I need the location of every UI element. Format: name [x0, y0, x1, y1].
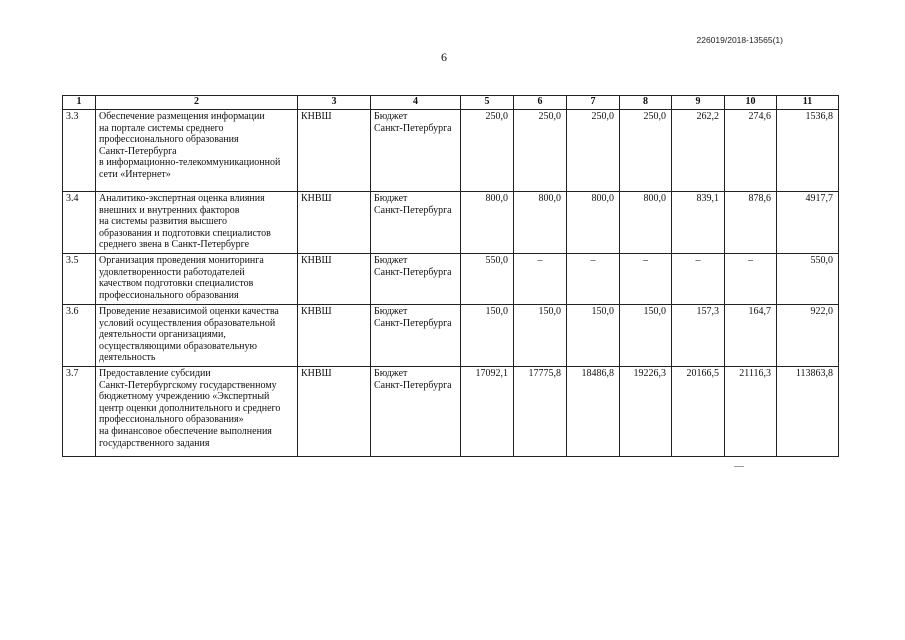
value-cell-col-7: 800,0 — [567, 192, 620, 254]
value-cell-col-5: 150,0 — [461, 305, 514, 367]
executor-cell: КНВШ — [298, 192, 371, 254]
funding-source-cell — [371, 305, 461, 367]
value-cell-col-6: 250,0 — [514, 110, 567, 192]
column-header-3: 3 — [298, 96, 371, 110]
value-cell-col-10: 878,6 — [725, 192, 777, 254]
value-cell-col-9: 157,3 — [672, 305, 725, 367]
funding-source-line: Бюджет — [374, 306, 408, 317]
column-header-7: 7 — [567, 96, 620, 110]
activity-line: образования и подготовки специалистов — [99, 227, 271, 239]
value-cell-col-11: 113863,8 — [777, 367, 839, 457]
activity-line: внешних и внутренних факторов — [99, 204, 240, 216]
column-header-2: 2 — [96, 96, 298, 110]
executor-cell: КНВШ — [298, 110, 371, 192]
activity-cell — [96, 254, 298, 305]
empty-value-dash: – — [590, 255, 596, 266]
column-header-9: 9 — [672, 96, 725, 110]
activity-line: профессионального образования — [99, 289, 239, 301]
column-header-4: 4 — [371, 96, 461, 110]
activity-line: бюджетному учреждению «Экспертный — [99, 391, 270, 403]
value-cell-col-6: 17775,8 — [514, 367, 567, 457]
activity-line: на системы развития высшего — [99, 216, 228, 228]
funding-source-cell — [371, 254, 461, 305]
empty-value-dash: – — [748, 255, 753, 266]
funding-source-line: Бюджет — [374, 193, 408, 204]
empty-value-dash: – — [643, 255, 648, 266]
value-cell-col-8 — [620, 254, 672, 305]
executor-cell: КНВШ — [298, 367, 371, 457]
activity-line: условий осуществления образовательной — [99, 317, 276, 329]
value-cell-col-11: 1536,8 — [777, 110, 839, 192]
column-header-1: 1 — [63, 96, 96, 110]
value-cell-col-8: 150,0 — [620, 305, 672, 367]
table-row — [63, 110, 839, 192]
budget-table — [62, 95, 839, 457]
activity-line: удовлетворенности работодателей — [99, 266, 245, 278]
table-row — [63, 367, 839, 457]
funding-source-line: Бюджет — [374, 255, 408, 266]
header-row — [63, 96, 839, 110]
row-number: 3.3 — [63, 110, 96, 192]
value-cell-col-9: 262,2 — [672, 110, 725, 192]
value-cell-col-7: 18486,8 — [567, 367, 620, 457]
value-cell-col-8: 800,0 — [620, 192, 672, 254]
value-cell-col-5: 250,0 — [461, 110, 514, 192]
value-cell-col-8: 250,0 — [620, 110, 672, 192]
value-cell-col-10: 164,7 — [725, 305, 777, 367]
value-cell-col-10 — [725, 254, 777, 305]
activity-cell — [96, 367, 298, 457]
row-number: 3.7 — [63, 367, 96, 457]
activity-line: деятельность — [99, 352, 156, 364]
column-header-5: 5 — [461, 96, 514, 110]
activity-line: государственного задания — [99, 437, 210, 449]
value-cell-col-6: 150,0 — [514, 305, 567, 367]
value-cell-col-6: 800,0 — [514, 192, 567, 254]
value-cell-col-7 — [567, 254, 620, 305]
table-row — [63, 192, 839, 254]
empty-value-dash: – — [695, 255, 701, 266]
row-number: 3.6 — [63, 305, 96, 367]
activity-line: профессионального образования — [99, 134, 239, 146]
value-cell-col-9: 839,1 — [672, 192, 725, 254]
funding-source-cell — [371, 192, 461, 254]
document-id: 226019/2018-13565(1) — [696, 35, 783, 45]
activity-cell — [96, 305, 298, 367]
value-cell-col-10: 274,6 — [725, 110, 777, 192]
funding-source-line: Бюджет — [374, 111, 408, 122]
activity-line: центр оценки дополнительного и среднего — [99, 402, 281, 414]
column-header-8: 8 — [620, 96, 672, 110]
activity-line: на финансовое обеспечение выполнения — [99, 425, 272, 437]
activity-line: Проведение независимой оценки качества — [99, 306, 279, 317]
activity-line: деятельности организациями, — [99, 329, 226, 341]
executor-cell: КНВШ — [298, 254, 371, 305]
activity-line: качеством подготовки специалистов — [99, 278, 254, 290]
page-number: 6 — [441, 50, 447, 64]
activity-line: Предоставление субсидии — [99, 368, 211, 379]
value-cell-col-5: 17092,1 — [461, 367, 514, 457]
funding-source-cell — [371, 110, 461, 192]
funding-source-cell — [371, 367, 461, 457]
column-header-6: 6 — [514, 96, 567, 110]
activity-line: Санкт-Петербурга — [99, 145, 177, 157]
funding-source-line: Бюджет — [374, 368, 408, 379]
value-cell-col-7: 250,0 — [567, 110, 620, 192]
value-cell-col-8: 19226,3 — [620, 367, 672, 457]
value-cell-col-5: 800,0 — [461, 192, 514, 254]
funding-source-line: Санкт-Петербурга — [374, 204, 452, 216]
activity-line: Санкт-Петербургскому государственному — [99, 379, 277, 391]
activity-line: Обеспечение размещения информации — [99, 111, 265, 122]
activity-cell — [96, 110, 298, 192]
activity-line: осуществляющими образовательную — [99, 340, 258, 352]
value-cell-col-7: 150,0 — [567, 305, 620, 367]
table-body — [63, 110, 839, 457]
value-cell-col-11: 550,0 — [777, 254, 839, 305]
activity-line: на портале системы среднего — [99, 122, 224, 134]
column-header-11: 11 — [777, 96, 839, 110]
empty-value-dash: – — [537, 255, 543, 266]
activity-cell — [96, 192, 298, 254]
row-number: 3.5 — [63, 254, 96, 305]
funding-source-line: Санкт-Петербурга — [374, 266, 452, 278]
value-cell-col-6 — [514, 254, 567, 305]
value-cell-col-9 — [672, 254, 725, 305]
value-cell-col-5: 550,0 — [461, 254, 514, 305]
funding-source-line: Санкт-Петербурга — [374, 317, 452, 329]
scan-mark — [734, 466, 744, 467]
funding-source-line: Санкт-Петербурга — [374, 379, 452, 391]
activity-line: Аналитико-экспертная оценка влияния — [99, 193, 265, 204]
executor-cell: КНВШ — [298, 305, 371, 367]
activity-line: сети «Интернет» — [99, 168, 171, 180]
value-cell-col-11: 4917,7 — [777, 192, 839, 254]
column-header-10: 10 — [725, 96, 777, 110]
row-number: 3.4 — [63, 192, 96, 254]
value-cell-col-10: 21116,3 — [725, 367, 777, 457]
value-cell-col-11: 922,0 — [777, 305, 839, 367]
table-row — [63, 305, 839, 367]
activity-line: профессионального образования» — [99, 414, 244, 426]
table-row — [63, 254, 839, 305]
value-cell-col-9: 20166,5 — [672, 367, 725, 457]
activity-line: в информационно-телекоммуникационной — [99, 157, 281, 169]
funding-source-line: Санкт-Петербурга — [374, 122, 452, 134]
activity-line: Организация проведения мониторинга — [99, 255, 264, 266]
activity-line: среднего звена в Санкт-Петербурге — [99, 239, 250, 251]
